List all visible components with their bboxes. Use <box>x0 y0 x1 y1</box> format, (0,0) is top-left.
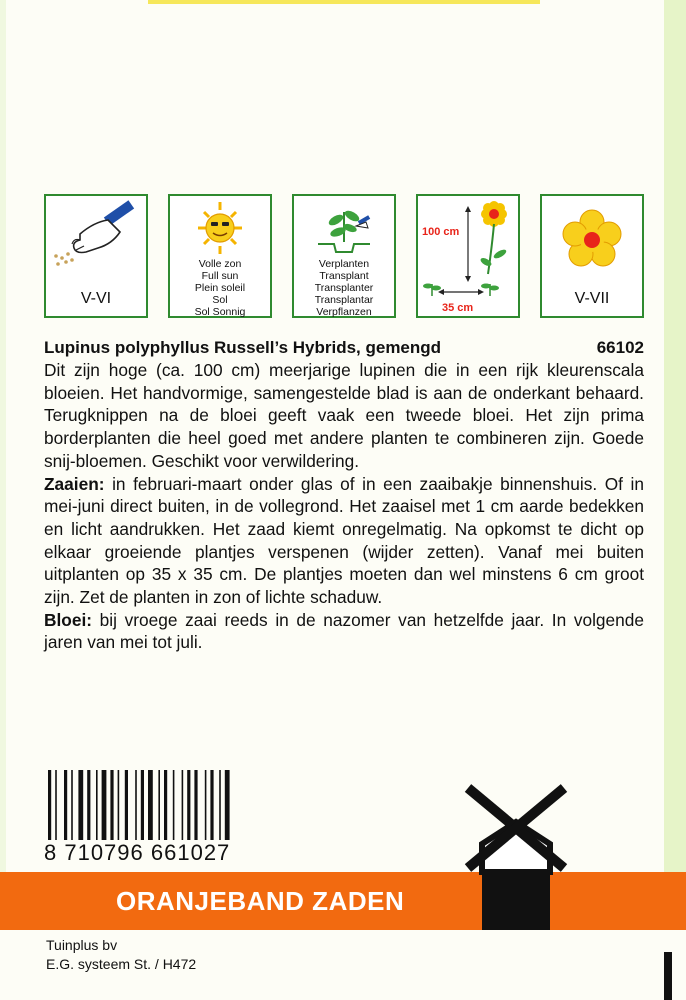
height-label: 100 cm <box>422 226 460 238</box>
transplant-line: Verpflanzen <box>316 306 372 318</box>
spacing-icon-box <box>416 194 520 318</box>
bloom-months-label: V-VII <box>574 290 610 307</box>
product-name: Lupinus polyphyllus Russell’s Hybrids, gemengd <box>44 338 442 357</box>
sun-line: Plein soleil <box>194 282 246 294</box>
transplant-line: Verplanten <box>318 258 370 270</box>
width-label: 35 cm <box>442 302 474 314</box>
bloom-heading: Bloei: <box>44 609 93 630</box>
flower-icon <box>542 202 642 282</box>
sun-text <box>170 258 270 318</box>
barcode-number: 8 710796 661027 <box>44 840 231 865</box>
sowing-heading: Zaaien: <box>44 473 105 494</box>
brand-name: ORANJEBAND ZADEN <box>116 886 405 916</box>
sun-icon <box>170 198 270 258</box>
brand-band <box>0 872 686 930</box>
sowing-paragraph <box>44 473 644 609</box>
transplant-line: Transplantar <box>314 294 374 306</box>
left-green-strip <box>0 0 6 930</box>
transplant-icon <box>294 198 394 258</box>
windmill-logo-icon <box>460 782 572 930</box>
product-title-row <box>44 337 644 359</box>
plant-height-spacing-icon <box>418 196 518 316</box>
bloom-paragraph <box>44 609 644 654</box>
barcode <box>46 770 272 840</box>
sowing-hand-icon <box>46 198 146 278</box>
sowing-months-label: V-VI <box>80 290 112 307</box>
footer <box>46 936 196 974</box>
transplant-icon-box <box>292 194 396 318</box>
sowing-text: in februari-maart onder glas of in een zaaibakje binnenshuis. Of in mei-juni direct buiten, in de vollegrond. Het zaaisel met 1 cm aarde bedekken en licht aandrukken. Het zaad kiemt onregelmatig. Na opkomst te dicht op elkaar groeiende plantjes verspenen (wijder zetten). Vanaf mei buiten uitplanten op 35 x 35 cm. De plantjes moeten dan wel minstens 6 cm groot zijn. Zet de planten in zon of lichte schaduw. <box>44 473 644 608</box>
description-text: Dit zijn hoge (ca. 100 cm) meerjarige lupinen die in een rijk kleurenscala bloeien. Het handvormige, samengestelde blad is aan de onderkant behaard. Terugknippen na de bloei geeft vaak een tweede bloei. Het zijn prima borderplanten die heel goed met andere planten te combineren zijn. Goede snij-bloemen. Geschikt voor verwildering. <box>44 360 644 471</box>
pictogram-row <box>44 194 664 322</box>
description-block <box>44 337 644 654</box>
edge-marker <box>664 952 672 1000</box>
bloom-icon-box <box>540 194 644 318</box>
sun-icon-box <box>168 194 272 318</box>
sun-line: Sol Sonnig <box>194 306 246 318</box>
product-code: 66102 <box>596 338 644 357</box>
sun-line: Full sun <box>201 270 239 282</box>
transplant-text <box>294 258 394 318</box>
transplant-line: Transplanter <box>314 282 374 294</box>
bloom-text: bij vroege zaai reeds in de nazomer van hetzelfde jaar. In volgende jaren van mei tot juli. <box>44 609 644 653</box>
sun-line: Sol <box>212 294 228 306</box>
certification: E.G. systeem St. / H472 <box>46 956 197 972</box>
sowing-icon-box <box>44 194 148 318</box>
right-green-strip <box>664 0 686 930</box>
transplant-line: Transplant <box>319 270 369 282</box>
sun-line: Volle zon <box>198 258 242 270</box>
top-yellow-strip <box>148 0 540 4</box>
company-name: Tuinplus bv <box>46 937 118 953</box>
